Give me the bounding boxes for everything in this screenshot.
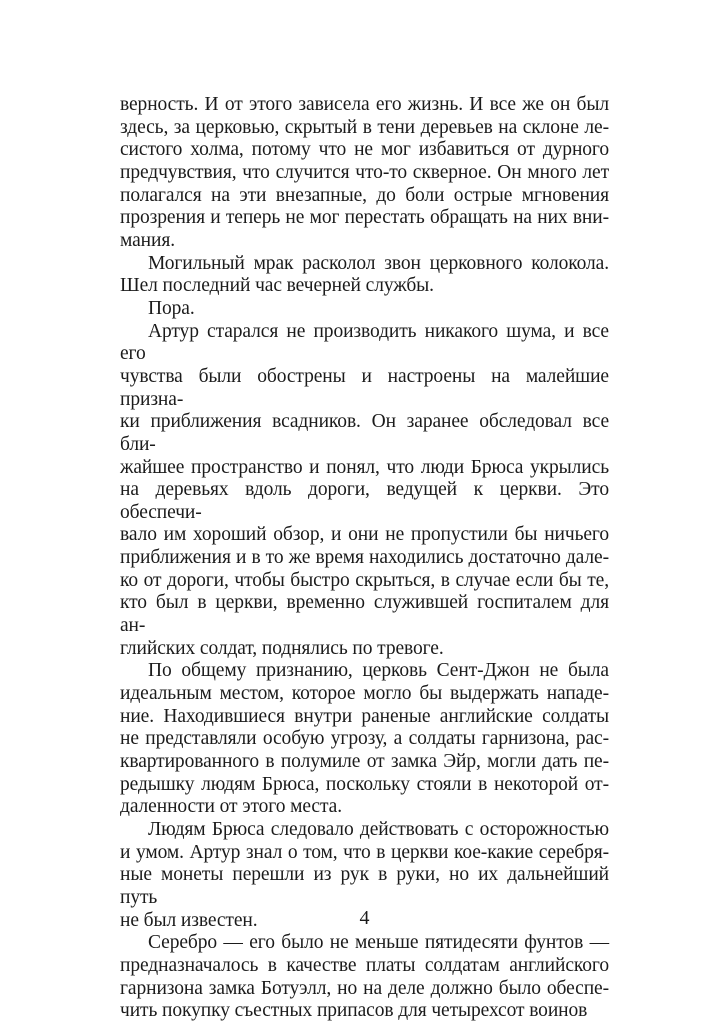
text-line: чувства были обострены и настроены на малейшие призна- (120, 365, 609, 410)
text-line: на деревьях вдоль дороги, ведущей к церкви. Это обеспечи- (120, 479, 609, 523)
text-line: ки приближения всадников. Он заранее обследовал все бли- (120, 411, 609, 455)
text-line: глийских солдат, поднялись по тревоге. (120, 637, 444, 659)
text-line: даленности от этого места. (120, 796, 342, 818)
text-line: предназначалось в качестве платы солдатам английского (120, 954, 609, 976)
text-line: приближения и в то же время находились достаточно дале- (120, 547, 609, 569)
text-line: квартированного в полумиле от замка Эйр, могли дать пе- (120, 751, 609, 773)
text-line: Серебро — его было не меньше пятидесяти фунтов — (148, 932, 609, 954)
text-line: верность. И от этого зависела его жизнь. И все же он был (120, 94, 609, 115)
text-line: ко от дороги, чтобы быстро скрыться, в случае если бы те, (120, 569, 609, 591)
text-line: жайшее пространство и понял, что люди Брюса укрылись (120, 456, 609, 478)
text-line: прозрения и теперь не мог перестать обращать на них вни- (120, 207, 609, 229)
paragraph (120, 660, 609, 819)
text-line: не представляли особую угрозу, а солдаты гарнизона, рас- (120, 728, 609, 750)
text-line: предчувствия, что случится что-то скверное. Он много лет (120, 161, 609, 183)
paragraph (120, 298, 609, 321)
paragraph (120, 94, 609, 253)
text-line: Могильный мрак расколол звон церковного колокола. (148, 252, 609, 274)
page-number: 4 (359, 907, 370, 929)
text-line: систого холма, потому что не мог избавиться от дурного (120, 139, 609, 161)
paragraph (120, 253, 609, 298)
text-line: По общему признанию, церковь Сент-Джон не была (148, 660, 609, 682)
paragraph (120, 321, 609, 661)
text-line: Людям Брюса следовало действовать с осторожностью (148, 819, 609, 840)
text-line: мания. (120, 229, 175, 251)
text-line: вало им хороший обзор, и они не пропустили бы ничьего (120, 524, 609, 546)
paragraph (120, 932, 609, 1023)
text-line: полагался на эти внезапные, до боли острые мгновения (120, 184, 609, 206)
text-line: не был известен. (120, 909, 258, 931)
text-line: редышку людям Брюса, поскольку стояли в некоторой от- (120, 773, 609, 795)
text-line: Артур старался не производить никакого шума, и все его (120, 320, 609, 365)
text-line: гарнизона замка Ботуэлл, но на деле должно было обеспе- (120, 977, 609, 999)
text-line: здесь, за церковью, скрытый в тени деревьев на склоне ле- (120, 116, 609, 138)
page-text (120, 94, 609, 1023)
text-line: и умом. Артур знал о том, что в церкви кое-какие серебря- (120, 841, 609, 863)
text-line: чить покупку съестных припасов для четырехсот воинов (120, 1000, 588, 1022)
text-line: Пора. (148, 297, 195, 319)
text-line: Шел последний час вечерней службы. (120, 275, 434, 297)
text-line: ные монеты перешли из рук в руки, но их дальнейший путь (120, 864, 609, 908)
text-line: идеальным местом, которое могло бы выдержать нападе- (120, 683, 609, 705)
text-line: кто был в церкви, временно служившей госпиталем для ан- (120, 592, 609, 637)
text-line: ние. Находившиеся внутри раненые английские солдаты (120, 705, 609, 727)
